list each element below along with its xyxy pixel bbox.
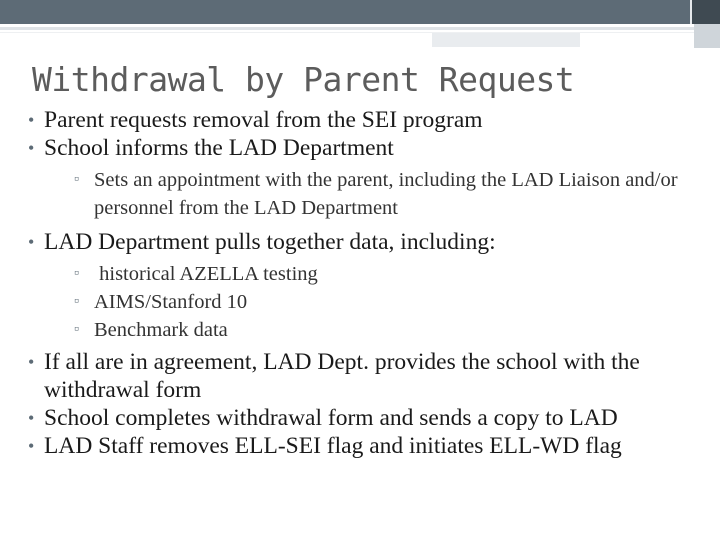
bullet-item (28, 106, 700, 134)
bullet-icon: • (28, 408, 35, 428)
sub-bullet-icon: ▫ (74, 266, 79, 281)
sub-bullet-item (74, 260, 700, 288)
header-rule-thin (0, 32, 720, 33)
bullet-text: School completes withdrawal form and sends a copy to LAD (44, 405, 618, 431)
bullet-text: If all are in agreement, LAD Dept. provides the school with the withdrawal form (44, 349, 640, 403)
bullet-item (28, 348, 700, 404)
bullet-item (28, 228, 700, 256)
slide-body (28, 106, 700, 460)
sub-bullet-item (74, 316, 700, 344)
sub-bullet-item (74, 288, 700, 316)
sub-bullet-text: Benchmark data (94, 319, 228, 341)
header-side-strip (694, 24, 720, 48)
header-bar (0, 0, 720, 24)
bullet-item (28, 404, 700, 432)
bullet-text: School informs the LAD Department (44, 135, 394, 161)
header-notch (432, 33, 580, 47)
bullet-text: LAD Department pulls together data, including: (44, 229, 496, 255)
sub-bullet-text: AIMS/Stanford 10 (94, 291, 248, 313)
bullet-item (28, 134, 700, 162)
sub-bullet-text: Sets an appointment with the parent, including the LAD Liaison and/or personnel from the LAD Department (94, 169, 678, 219)
header-rule (0, 27, 720, 30)
sub-bullet-icon: ▫ (74, 172, 79, 187)
header-accent-block (692, 0, 720, 24)
slide-title: Withdrawal by Parent Request (32, 60, 575, 99)
bullet-text: LAD Staff removes ELL-SEI flag and initiates ELL-WD flag (44, 433, 622, 459)
bullet-text: Parent requests removal from the SEI program (44, 107, 483, 133)
sub-bullet-text: historical AZELLA testing (94, 263, 318, 285)
sub-bullet-icon: ▫ (74, 294, 79, 309)
bullet-icon: • (28, 232, 35, 252)
bullet-icon: • (28, 436, 35, 456)
bullet-icon: • (28, 138, 35, 158)
bullet-icon: • (28, 352, 35, 372)
sub-bullet-item (74, 166, 700, 222)
bullet-item (28, 432, 700, 460)
sub-bullet-icon: ▫ (74, 322, 79, 337)
bullet-icon: • (28, 110, 35, 130)
